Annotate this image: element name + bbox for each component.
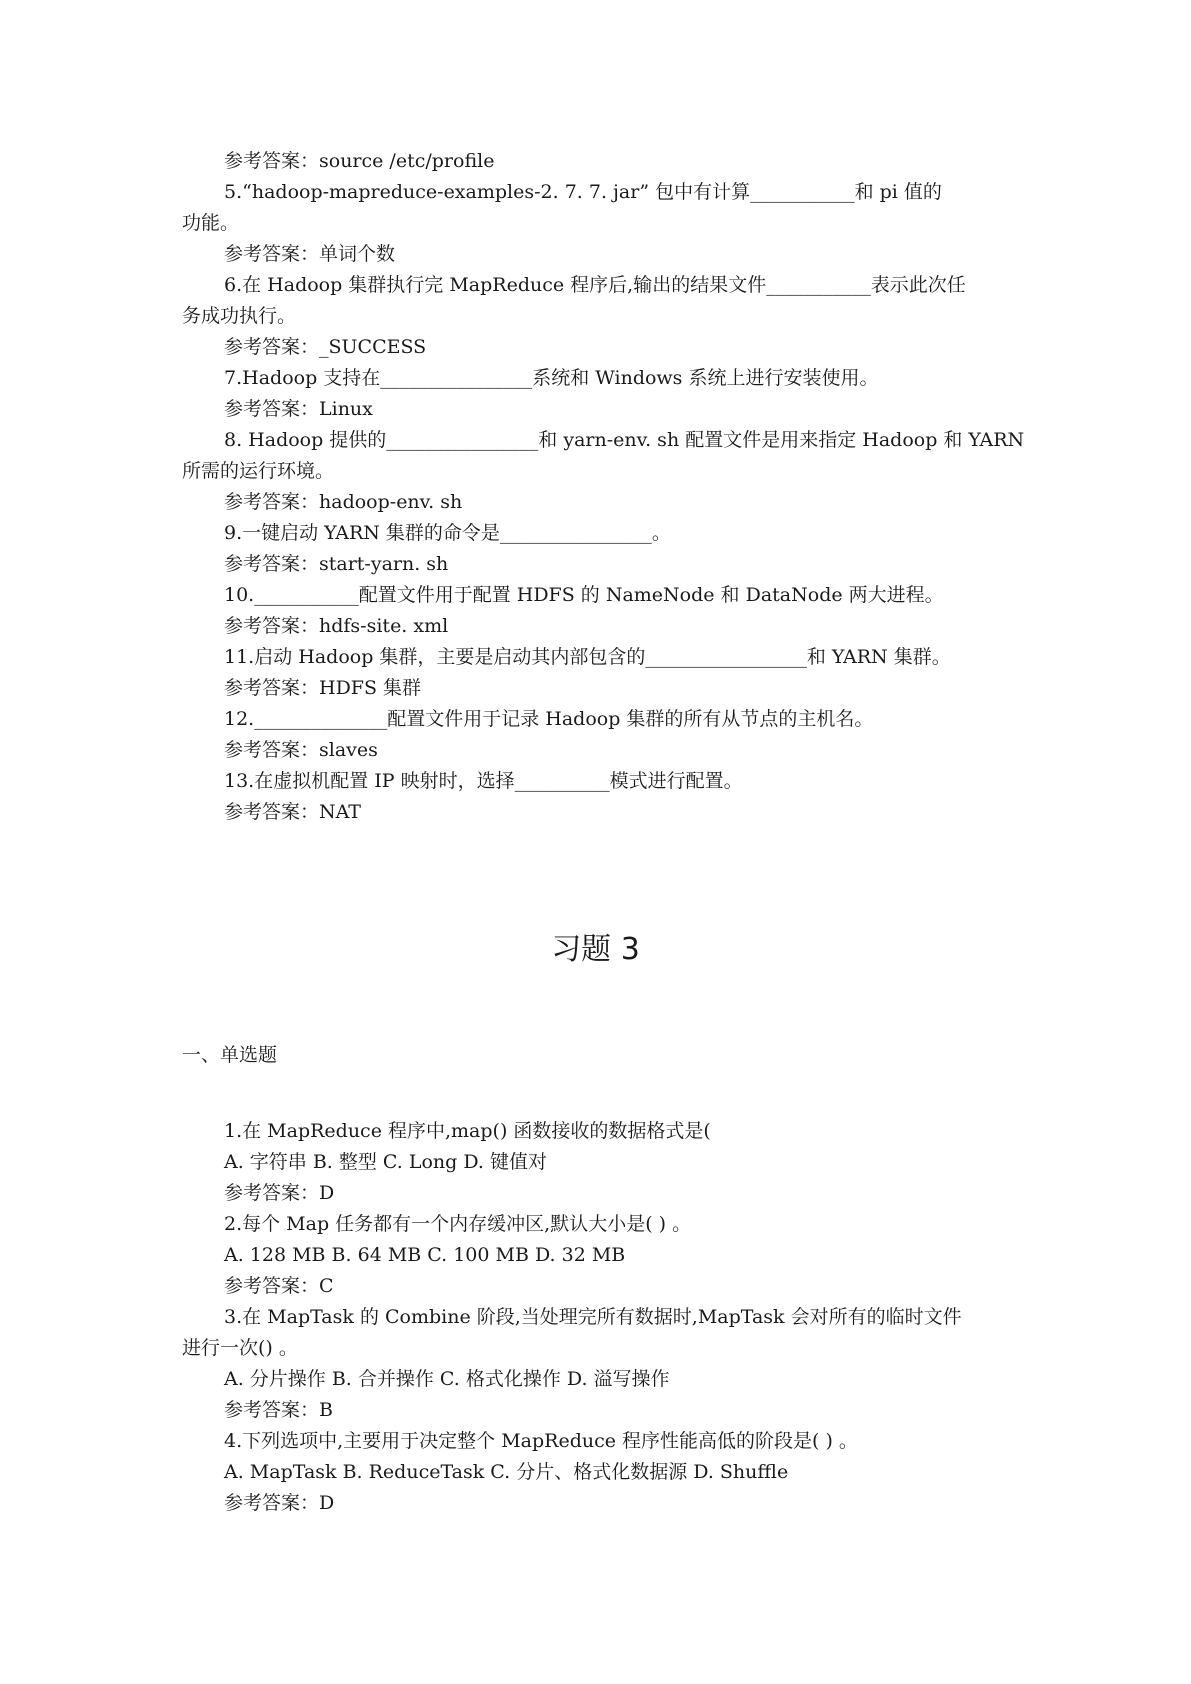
question-line: 9.一键启动 YARN 集群的命令是________________。	[224, 522, 671, 544]
question-line: 2.每个 Map 任务都有一个内存缓冲区,默认大小是( ) 。	[224, 1213, 692, 1235]
answer-line: 参考答案：hdfs-site. xml	[224, 615, 449, 637]
answer-line: 参考答案：D	[224, 1492, 335, 1514]
question-line: 10.___________配置文件用于配置 HDFS 的 NameNode 和 DataNode 两大进程。	[224, 584, 944, 606]
answer-line: 参考答案：Linux	[224, 398, 373, 420]
question-line: 11.启动 Hadoop 集群，主要是启动其内部包含的_________________和 YARN 集群。	[224, 646, 951, 668]
question-continuation: 进行一次() 。	[182, 1337, 298, 1359]
answer-line: 参考答案：NAT	[224, 801, 361, 823]
question-line: 7.Hadoop 支持在________________系统和 Windows 系统上进行安装使用。	[224, 367, 879, 389]
options-line: A. 字符串 B. 整型 C. Long D. 键值对	[224, 1151, 547, 1173]
question-line: 1.在 MapReduce 程序中,map() 函数接收的数据格式是(	[224, 1120, 711, 1142]
answer-line: 参考答案：_SUCCESS	[224, 336, 427, 358]
chapter-heading: 习题 3	[551, 932, 640, 967]
answer-line: 参考答案：HDFS 集群	[224, 677, 422, 699]
answer-line: 参考答案：C	[224, 1275, 334, 1297]
options-line: A. 128 MB B. 64 MB C. 100 MB D. 32 MB	[224, 1244, 626, 1266]
question-line: 5.“hadoop-mapreduce-examples-2. 7. 7. jar” 包中有计算___________和 pi 值的	[224, 181, 942, 203]
answer-line: 参考答案：B	[224, 1399, 333, 1421]
question-continuation: 功能。	[182, 212, 240, 234]
question-continuation: 所需的运行环境。	[182, 460, 335, 482]
options-line: A. MapTask B. ReduceTask C. 分片、格式化数据源 D. Shuffle	[224, 1461, 789, 1483]
answer-line: 参考答案：单词个数	[224, 243, 396, 265]
question-line: 12.______________配置文件用于记录 Hadoop 集群的所有从节点的主机名。	[224, 708, 874, 730]
question-line: 6.在 Hadoop 集群执行完 MapReduce 程序后,输出的结果文件___________表示此次任	[224, 274, 966, 296]
answer-line: 参考答案：hadoop-env. sh	[224, 491, 463, 513]
question-line: 3.在 MapTask 的 Combine 阶段,当处理完所有数据时,MapTask 会对所有的临时文件	[224, 1306, 962, 1328]
options-line: A. 分片操作 B. 合并操作 C. 格式化操作 D. 溢写操作	[224, 1368, 670, 1390]
question-line: 8. Hadoop 提供的________________和 yarn-env. sh 配置文件是用来指定 Hadoop 和 YARN	[224, 429, 1025, 451]
answer-line: 参考答案：D	[224, 1182, 335, 1204]
answer-line: 参考答案：start-yarn. sh	[224, 553, 449, 575]
question-line: 4.下列选项中,主要用于决定整个 MapReduce 程序性能高低的阶段是( ) 。	[224, 1430, 858, 1452]
section-subheading: 一、单选题	[182, 1044, 278, 1066]
question-continuation: 务成功执行。	[182, 305, 297, 327]
answer-line: 参考答案：source /etc/profile	[224, 150, 495, 172]
answer-line: 参考答案：slaves	[224, 739, 378, 761]
question-line: 13.在虚拟机配置 IP 映射时，选择__________模式进行配置。	[224, 770, 743, 792]
